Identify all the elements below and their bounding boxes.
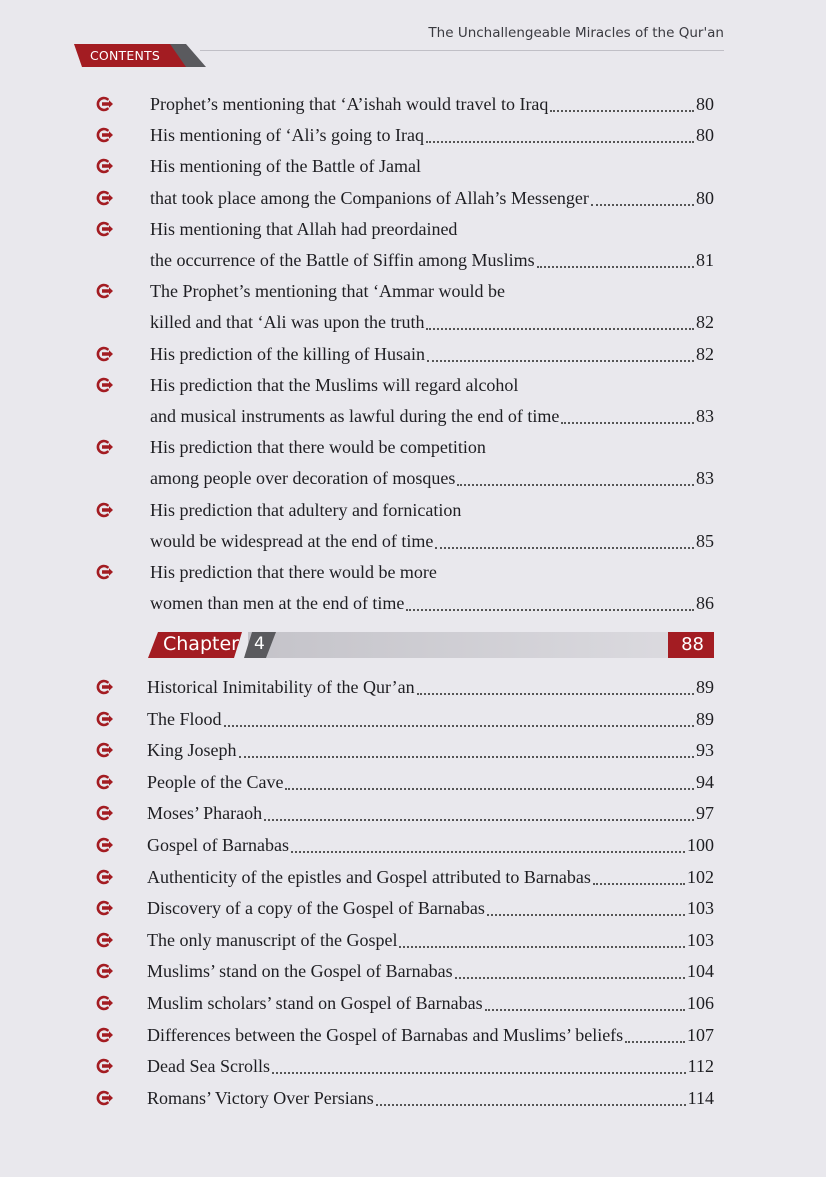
toc-entry-title: King Joseph	[147, 740, 237, 761]
toc-entry-page: 114	[687, 1087, 714, 1108]
toc-entry-page: 85	[696, 530, 714, 551]
dot-leader	[406, 608, 694, 611]
toc-entry-title: that took place among the Companions of Allah’s Messenger	[150, 187, 589, 208]
toc-entry-page: 82	[696, 312, 714, 333]
toc-entry-title: His prediction that there would be more	[150, 562, 437, 582]
circle-arrow-icon	[96, 158, 114, 174]
toc-entry-page: 102	[687, 866, 714, 887]
toc-entry-title: Historical Inimitability of the Qur’an	[147, 677, 415, 697]
dot-leader	[435, 546, 694, 549]
toc-entry[interactable]	[0, 217, 826, 241]
toc-entry[interactable]	[0, 959, 826, 983]
toc-entry[interactable]	[0, 498, 826, 522]
circle-arrow-icon	[96, 127, 114, 143]
toc-entry[interactable]	[0, 373, 826, 397]
toc-entry-title: Romans’ Victory Over Persians	[147, 1087, 374, 1108]
toc-entry-page: 103	[687, 929, 714, 950]
toc-entry-title: Gospel of Barnabas	[147, 835, 289, 855]
toc-entry[interactable]	[0, 770, 826, 794]
dot-leader	[291, 850, 685, 853]
toc-entry-title: killed and that ‘Ali was upon the truth	[150, 312, 425, 333]
dot-leader	[272, 1071, 686, 1074]
toc-entry[interactable]	[0, 707, 826, 731]
toc-entry-page: 80	[696, 94, 714, 114]
circle-arrow-icon	[96, 564, 114, 580]
toc-entry[interactable]	[0, 738, 826, 762]
dot-leader	[561, 421, 694, 424]
toc-entry[interactable]	[0, 404, 826, 428]
circle-arrow-icon	[96, 1090, 114, 1106]
dot-leader	[285, 787, 694, 790]
toc-entry-title: Moses’ Pharaoh	[147, 803, 263, 824]
toc-entry-title: His prediction of the killing of Husain	[150, 343, 425, 364]
circle-arrow-icon	[96, 346, 114, 362]
dot-leader	[593, 882, 685, 885]
toc-entry-page: 81	[696, 250, 714, 270]
dot-leader	[457, 483, 694, 486]
circle-arrow-icon	[96, 995, 114, 1011]
toc-entry-title: His mentioning of the Battle of Jamal	[150, 156, 421, 177]
chapter-heading-bar	[148, 632, 714, 658]
circle-arrow-icon	[96, 837, 114, 853]
toc-entry-title: Dead Sea Scrolls	[147, 1056, 270, 1077]
dot-leader	[487, 913, 685, 916]
circle-arrow-icon	[96, 283, 114, 299]
toc-entry[interactable]	[0, 801, 826, 825]
chapter-page-number: 88	[681, 634, 704, 655]
toc-entry[interactable]	[0, 591, 826, 615]
circle-arrow-icon	[96, 1058, 114, 1074]
toc-entry-page: 83	[696, 468, 714, 489]
toc-entry-title: among people over decoration of mosques	[150, 468, 456, 489]
toc-entry-title: Muslim scholars’ stand on Gospel of Barnabas	[147, 993, 483, 1013]
toc-entry[interactable]	[0, 342, 826, 366]
toc-entry[interactable]	[0, 529, 826, 553]
toc-entry[interactable]	[0, 675, 826, 699]
toc-entry-page: 83	[696, 406, 714, 426]
toc-entry[interactable]	[0, 154, 826, 178]
toc-entry-title: The Flood	[147, 708, 222, 729]
toc-entry-title: The Prophet’s mentioning that ‘Ammar would be	[150, 281, 505, 302]
toc-entry[interactable]	[0, 466, 826, 490]
toc-entry[interactable]	[0, 560, 826, 584]
toc-entry-title: Prophet’s mentioning that ‘A’ishah would travel to Iraq	[150, 94, 549, 114]
circle-arrow-icon	[96, 439, 114, 455]
toc-entry-page: 94	[696, 771, 714, 792]
toc-entry-page: 103	[687, 898, 714, 919]
circle-arrow-icon	[96, 1027, 114, 1043]
toc-entry-page: 100	[687, 835, 714, 855]
running-title: The Unchallengeable Miracles of the Qur'an	[428, 25, 724, 41]
circle-arrow-icon	[96, 679, 114, 695]
dot-leader	[239, 755, 695, 758]
dot-leader	[399, 945, 685, 948]
toc-entry-page: 89	[696, 708, 714, 729]
toc-entry[interactable]	[0, 991, 826, 1015]
toc-entry-page: 82	[696, 343, 714, 364]
circle-arrow-icon	[96, 963, 114, 979]
circle-arrow-icon	[96, 190, 114, 206]
toc-entry[interactable]	[0, 1054, 826, 1078]
toc-entry[interactable]	[0, 248, 826, 272]
toc-entry[interactable]	[0, 928, 826, 952]
circle-arrow-icon	[96, 869, 114, 885]
toc-entry-title: Muslims’ stand on the Gospel of Barnabas	[147, 961, 453, 982]
dot-leader	[426, 327, 694, 330]
circle-arrow-icon	[96, 377, 114, 393]
dot-leader	[625, 1040, 685, 1043]
dot-leader	[537, 265, 694, 268]
toc-entry-title: People of the Cave	[147, 771, 284, 792]
toc-entry-title: Discovery of a copy of the Gospel of Barnabas	[147, 898, 485, 919]
toc-entry[interactable]	[0, 896, 826, 920]
toc-entry[interactable]	[0, 186, 826, 210]
chapter-number: 4	[254, 634, 265, 654]
toc-entry-title: His mentioning of ‘Ali’s going to Iraq	[150, 125, 424, 146]
circle-arrow-icon	[96, 221, 114, 237]
circle-arrow-icon	[96, 711, 114, 727]
toc-entry-page: 106	[687, 993, 714, 1013]
toc-entry-title: The only manuscript of the Gospel	[147, 929, 398, 950]
toc-entry-page: 80	[696, 187, 714, 208]
dot-leader	[264, 818, 694, 821]
header-rule	[200, 50, 724, 51]
toc-entry-title: His mentioning that Allah had preordained	[150, 218, 458, 239]
circle-arrow-icon	[96, 502, 114, 518]
circle-arrow-icon	[96, 805, 114, 821]
toc-entry[interactable]	[0, 435, 826, 459]
toc-entry[interactable]	[0, 279, 826, 303]
chapter-label: Chapter	[163, 633, 239, 655]
contents-label: CONTENTS	[90, 48, 160, 63]
toc-entry-title: would be widespread at the end of time	[150, 530, 434, 551]
dot-leader	[376, 1103, 686, 1106]
toc-entry-page: 107	[687, 1024, 714, 1045]
toc-entry[interactable]	[0, 833, 826, 857]
toc-entry-page: 112	[687, 1056, 714, 1077]
circle-arrow-icon	[96, 900, 114, 916]
dot-leader	[550, 109, 694, 112]
toc-entry[interactable]	[0, 1023, 826, 1047]
toc-entry-title: His prediction that there would be competition	[150, 437, 486, 458]
toc-entry-title: His prediction that adultery and fornication	[150, 499, 462, 520]
toc-entry-page: 104	[687, 961, 714, 982]
toc-entry[interactable]	[0, 310, 826, 334]
circle-arrow-icon	[96, 742, 114, 758]
toc-entry[interactable]	[0, 1086, 826, 1110]
dot-leader	[591, 203, 694, 206]
toc-entry-page: 80	[696, 125, 714, 146]
toc-entry-page: 97	[696, 803, 714, 824]
contents-tab	[74, 44, 206, 67]
dot-leader	[485, 1008, 685, 1011]
dot-leader	[224, 724, 695, 727]
dot-leader	[455, 976, 685, 979]
toc-entry-page: 89	[696, 677, 714, 697]
toc-entry-title: and musical instruments as lawful during the end of time	[150, 406, 560, 426]
toc-entry-page: 93	[696, 740, 714, 761]
dot-leader	[427, 359, 694, 362]
toc-entry-page: 86	[696, 593, 714, 614]
toc-entry[interactable]	[0, 92, 826, 116]
circle-arrow-icon	[96, 932, 114, 948]
dot-leader	[417, 692, 694, 695]
toc-entry[interactable]	[0, 123, 826, 147]
toc-entry-title: Authenticity of the epistles and Gospel attributed to Barnabas	[147, 866, 591, 887]
dot-leader	[426, 140, 694, 143]
circle-arrow-icon	[96, 774, 114, 790]
toc-entry-title: Differences between the Gospel of Barnabas and Muslims’ beliefs	[147, 1024, 624, 1045]
toc-entry-title: His prediction that the Muslims will regard alcohol	[150, 374, 519, 395]
toc-entry[interactable]	[0, 865, 826, 889]
toc-entry-title: the occurrence of the Battle of Siffin among Muslims	[150, 250, 535, 270]
toc-entry-title: women than men at the end of time	[150, 593, 405, 614]
circle-arrow-icon	[96, 96, 114, 112]
